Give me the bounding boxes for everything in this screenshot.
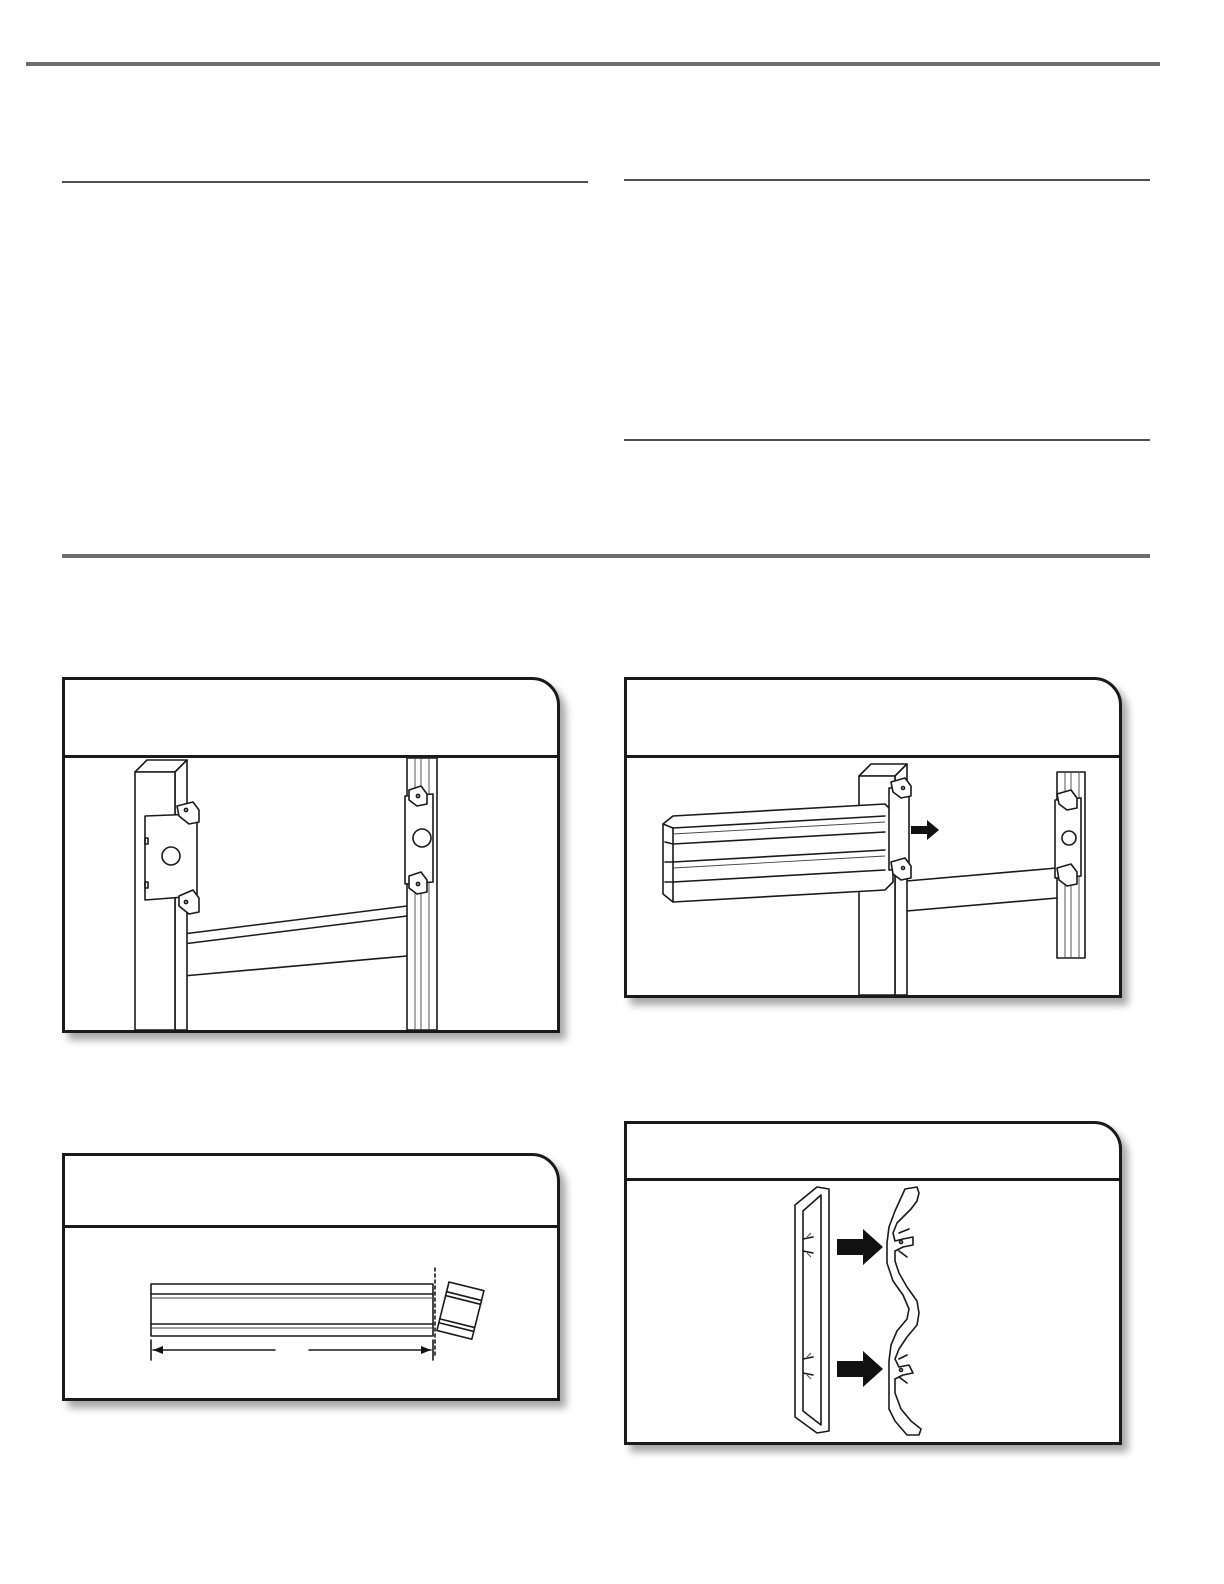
figure-3-caption-bar bbox=[627, 680, 1119, 758]
figure-4-panel bbox=[624, 1121, 1122, 1445]
right-section-rule-2 bbox=[624, 439, 1150, 441]
left-section-rule bbox=[62, 181, 588, 183]
figure-2-caption-bar bbox=[65, 1156, 557, 1228]
installation-section-rule bbox=[62, 554, 1150, 558]
figure-1-illustration bbox=[65, 758, 557, 1030]
figure-2-panel bbox=[62, 1153, 560, 1401]
figure-3-illustration bbox=[627, 758, 1119, 995]
figure-1-panel bbox=[62, 677, 560, 1033]
figure-4-illustration bbox=[627, 1181, 1119, 1442]
top-rule bbox=[26, 62, 1160, 66]
figure-3-panel bbox=[624, 677, 1122, 998]
figure-2-illustration bbox=[65, 1228, 557, 1398]
figure-4-caption-bar bbox=[627, 1124, 1119, 1181]
figure-1-caption-bar bbox=[65, 680, 557, 758]
right-section-rule-1 bbox=[624, 179, 1150, 181]
